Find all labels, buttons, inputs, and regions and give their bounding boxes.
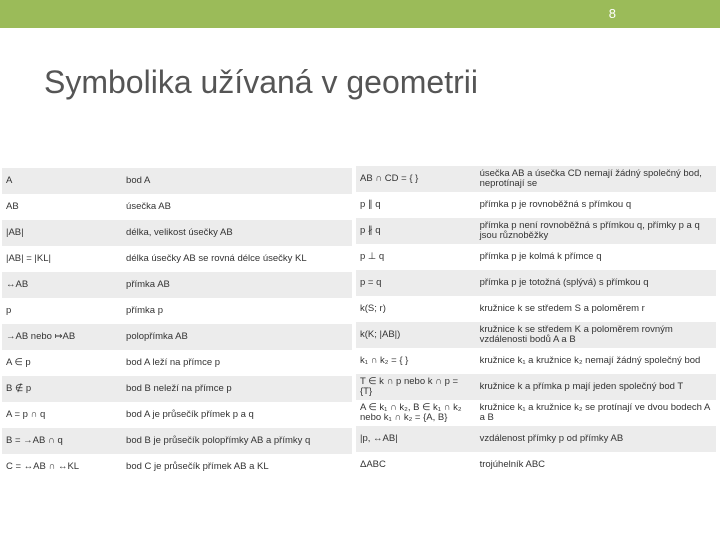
meaning-cell: délka, velikost úsečky AB xyxy=(116,220,352,246)
symbol-cell: |p, ↔AB| xyxy=(356,426,470,452)
table-row xyxy=(356,192,716,218)
meaning-cell: kružnice k se středem S a poloměrem r xyxy=(470,296,716,322)
symbol-cell: p ∥ q xyxy=(356,192,470,218)
meaning-cell: bod B je průsečík polopřímky AB a přímky q xyxy=(116,428,352,454)
symbol-cell: B ∉ p xyxy=(2,376,116,402)
symbol-cell: AB ∩ CD = { } xyxy=(356,166,470,192)
table-row xyxy=(2,324,352,350)
meaning-cell: kružnice k se středem K a poloměrem rovným vzdálenosti bodů A a B xyxy=(470,322,716,348)
meaning-cell: vzdálenost přímky p od přímky AB xyxy=(470,426,716,452)
meaning-cell: přímka AB xyxy=(116,272,352,298)
symbols-table-left xyxy=(2,168,352,480)
table-row xyxy=(356,348,716,374)
table-row xyxy=(356,244,716,270)
symbol-cell: p ⊥ q xyxy=(356,244,470,270)
symbol-cell: |AB| = |KL| xyxy=(2,246,116,272)
symbol-cell: k(K; |AB|) xyxy=(356,322,470,348)
table-row xyxy=(2,350,352,376)
symbol-cell: B = →AB ∩ q xyxy=(2,428,116,454)
table-row xyxy=(2,428,352,454)
meaning-cell: přímka p je totožná (splývá) s přímkou q xyxy=(470,270,716,296)
symbol-cell: A xyxy=(2,168,116,194)
meaning-cell: trojúhelník ABC xyxy=(470,452,716,478)
meaning-cell: kružnice k₁ a kružnice k₂ nemají žádný společný bod xyxy=(470,348,716,374)
symbol-cell: |AB| xyxy=(2,220,116,246)
meaning-cell: bod A je průsečík přímek p a q xyxy=(116,402,352,428)
top-accent-bar xyxy=(0,0,720,28)
table-row xyxy=(2,168,352,194)
symbol-cell: A = p ∩ q xyxy=(2,402,116,428)
symbol-cell: p ∦ q xyxy=(356,218,470,244)
symbol-cell: ↔AB xyxy=(2,272,116,298)
symbol-cell: →AB nebo ↦AB xyxy=(2,324,116,350)
meaning-cell: polopřímka AB xyxy=(116,324,352,350)
meaning-cell: bod A xyxy=(116,168,352,194)
symbol-cell: A ∈ p xyxy=(2,350,116,376)
symbol-cell: T ∈ k ∩ p nebo k ∩ p = {T} xyxy=(356,374,470,400)
table-row xyxy=(356,400,716,426)
table-row xyxy=(356,270,716,296)
table-row xyxy=(356,322,716,348)
meaning-cell: kružnice k a přímka p mají jeden společný bod T xyxy=(470,374,716,400)
slide-number: 8 xyxy=(608,6,616,21)
meaning-cell: přímka p je rovnoběžná s přímkou q xyxy=(470,192,716,218)
table-row xyxy=(2,220,352,246)
symbol-cell: p xyxy=(2,298,116,324)
meaning-cell: úsečka AB xyxy=(116,194,352,220)
table-row xyxy=(356,374,716,400)
table-row xyxy=(356,296,716,322)
table-row xyxy=(356,426,716,452)
symbol-cell: C = ↔AB ∩ ↔KL xyxy=(2,454,116,480)
table-row xyxy=(2,376,352,402)
symbols-table-right xyxy=(356,166,716,478)
table-row xyxy=(2,298,352,324)
meaning-cell: bod A leží na přímce p xyxy=(116,350,352,376)
symbol-cell: ΔABC xyxy=(356,452,470,478)
slide-title: Symbolika užívaná v geometrii xyxy=(44,64,478,100)
symbol-cell: k₁ ∩ k₂ = { } xyxy=(356,348,470,374)
table-row xyxy=(356,218,716,244)
symbol-cell: A ∈ k₁ ∩ k₂, B ∈ k₁ ∩ k₂ nebo k₁ ∩ k₂ = {A, B} xyxy=(356,400,470,426)
meaning-cell: bod B neleží na přímce p xyxy=(116,376,352,402)
meaning-cell: přímka p není rovnoběžná s přímkou q, přímky p a q jsou různoběžky xyxy=(470,218,716,244)
table-row xyxy=(2,454,352,480)
table-row xyxy=(356,452,716,478)
table-row xyxy=(2,402,352,428)
meaning-cell: úsečka AB a úsečka CD nemají žádný společný bod, neprotínají se xyxy=(470,166,716,192)
meaning-cell: délka úsečky AB se rovná délce úsečky KL xyxy=(116,246,352,272)
table-row xyxy=(2,246,352,272)
symbol-cell: p = q xyxy=(356,270,470,296)
table-row xyxy=(2,272,352,298)
symbol-cell: AB xyxy=(2,194,116,220)
table-row xyxy=(2,194,352,220)
table-row xyxy=(356,166,716,192)
meaning-cell: přímka p xyxy=(116,298,352,324)
meaning-cell: přímka p je kolmá k přímce q xyxy=(470,244,716,270)
symbol-cell: k(S; r) xyxy=(356,296,470,322)
meaning-cell: kružnice k₁ a kružnice k₂ se protínají ve dvou bodech A a B xyxy=(470,400,716,426)
meaning-cell: bod C je průsečík přímek AB a KL xyxy=(116,454,352,480)
